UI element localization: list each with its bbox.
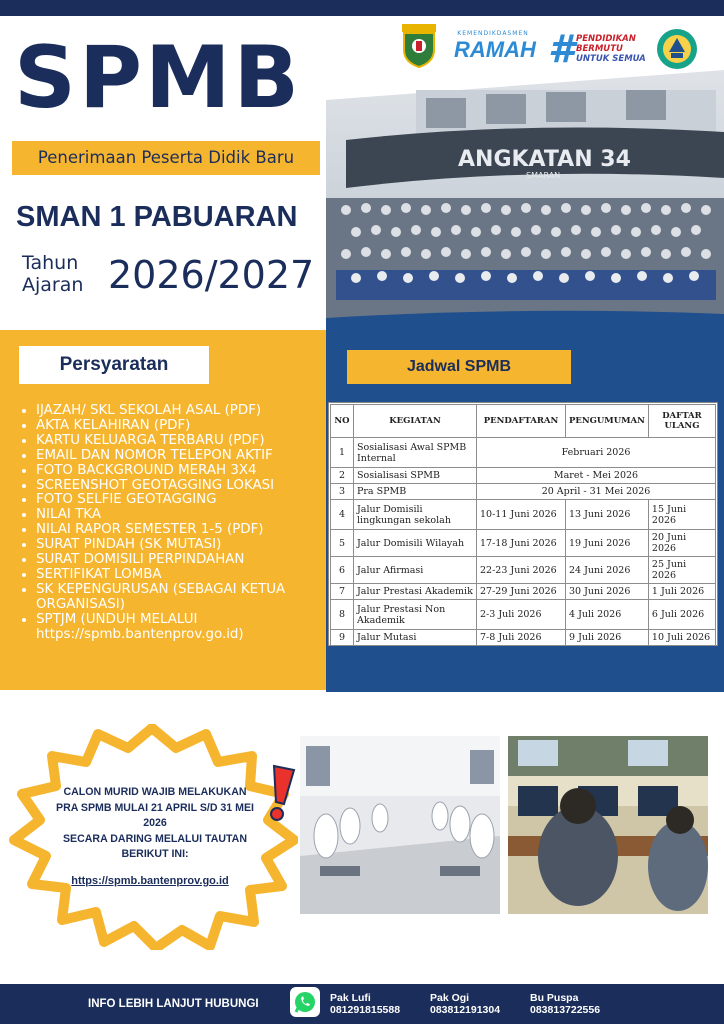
year-label	[22, 252, 102, 298]
reregistration-cell: 10 Juli 2026	[648, 630, 715, 646]
row-number: 3	[331, 484, 354, 500]
activity-cell: Jalur Domisili Wilayah	[354, 530, 477, 557]
requirement-item: • EMAIL DAN NOMOR TELEPON AKTIF	[36, 449, 336, 464]
requirement-item: • SERTIFIKAT LOMBA	[36, 568, 336, 583]
school-name: SMAN 1 PABUARAN	[16, 201, 298, 233]
notice-line: 2026	[143, 817, 167, 829]
row-number: 7	[331, 584, 354, 600]
row-number: 8	[331, 600, 354, 630]
activity-cell: Pra SPMB	[354, 484, 477, 500]
row-number: 6	[331, 557, 354, 584]
date-range-cell: Maret - Mei 2026	[477, 468, 716, 484]
row-number: 2	[331, 468, 354, 484]
academic-year: 2026/2027	[108, 253, 315, 297]
pre-registration-notice	[40, 785, 270, 885]
table-row	[331, 600, 716, 630]
reregistration-cell: 6 Juli 2026	[648, 600, 715, 630]
contact-phone[interactable]: 083813722556	[530, 1004, 601, 1016]
requirement-item: • SCREENSHOT GEOTAGGING LOKASI	[36, 479, 336, 494]
table-row	[331, 557, 716, 584]
registration-cell: 10-11 Juni 2026	[477, 500, 566, 530]
announcement-cell: 19 Juni 2026	[566, 530, 649, 557]
activity-cell: Sosialisasi Awal SPMB Internal	[354, 438, 477, 468]
requirement-item: • AKTA KELAHIRAN (PDF)	[36, 419, 336, 434]
row-number: 4	[331, 500, 354, 530]
table-row	[331, 630, 716, 646]
year-label-line1: Tahun	[22, 252, 79, 274]
spmb-portal-link[interactable]: https://spmb.bantenprov.go.id	[71, 875, 229, 887]
computer-lab-photo	[508, 736, 708, 914]
announcement-cell: 9 Juli 2026	[566, 630, 649, 646]
reregistration-cell: 20 Juni 2026	[648, 530, 715, 557]
pendidikan-line2: BERMUTU	[576, 44, 623, 54]
reregistration-cell: 15 Juni 2026	[648, 500, 715, 530]
requirement-item: • IJAZAH/ SKL SEKOLAH ASAL (PDF)	[36, 404, 336, 419]
requirement-item: • FOTO BACKGROUND MERAH 3X4	[36, 464, 336, 479]
announcement-cell: 4 Juli 2026	[566, 600, 649, 630]
contact-lufi	[330, 992, 430, 1020]
contact-name: Pak Ogi	[430, 992, 470, 1004]
announcement-cell: 30 Juni 2026	[566, 584, 649, 600]
top-bar	[0, 0, 724, 16]
table-row	[331, 584, 716, 600]
activity-cell: Jalur Prestasi Akademik	[354, 584, 477, 600]
row-number: 9	[331, 630, 354, 646]
school-logo-icon	[656, 28, 698, 70]
reregistration-cell: 1 Juli 2026	[648, 584, 715, 600]
announcement-cell: 24 Juni 2026	[566, 557, 649, 584]
requirement-item: • SPTJM (UNDUH MELALUI https://spmb.bantenprov.go.id)	[36, 613, 336, 643]
registration-cell: 2-3 Juli 2026	[477, 600, 566, 630]
year-label-line2: Ajaran	[22, 274, 84, 296]
table-row	[331, 484, 716, 500]
table-row	[331, 530, 716, 557]
column-header: NO	[331, 405, 354, 438]
row-number: 5	[331, 530, 354, 557]
page-title: SPMB	[14, 28, 303, 128]
contact-ogi	[430, 992, 530, 1020]
activity-cell: Jalur Mutasi	[354, 630, 477, 646]
table-row	[331, 468, 716, 484]
requirement-item: • SURAT DOMISILI PERPINDAHAN	[36, 553, 336, 568]
registration-cell: 17-18 Juni 2026	[477, 530, 566, 557]
requirement-item: • SURAT PINDAH (SK MUTASI)	[36, 538, 336, 553]
table-row	[331, 438, 716, 468]
registration-cell: 7-8 Juli 2026	[477, 630, 566, 646]
registration-cell: 27-29 Juni 2026	[477, 584, 566, 600]
ramah-logo-top: KEMENDIKDASMEN	[457, 30, 529, 37]
pendidikan-line3: UNTUK SEMUA	[576, 54, 646, 64]
requirements-title: Persyaratan	[19, 346, 209, 384]
contact-name: Pak Lufi	[330, 992, 371, 1004]
activity-cell: Jalur Prestasi Non Akademik	[354, 600, 477, 630]
column-header: DAFTAR ULANG	[648, 405, 715, 438]
pendidikan-line1: PENDIDIKAN	[576, 34, 636, 44]
requirement-item: • FOTO SELFIE GEOTAGGING	[36, 493, 336, 508]
banten-logo-icon	[398, 24, 440, 68]
class-group-photo	[326, 70, 724, 332]
photo-banner-text: ANGKATAN 34	[458, 147, 631, 172]
date-range-cell: 20 April - 31 Mei 2026	[477, 484, 716, 500]
requirement-item: • NILAI RAPOR SEMESTER 1-5 (PDF)	[36, 523, 336, 538]
schedule-title: Jadwal SPMB	[347, 350, 571, 384]
activity-cell: Jalur Domisili lingkungan sekolah	[354, 500, 477, 530]
requirement-item: • NILAI TKA	[36, 508, 336, 523]
contact-name: Bu Puspa	[530, 992, 579, 1004]
exclamation-icon	[264, 764, 300, 824]
photo-banner-sub: SMARAN	[526, 171, 561, 180]
column-header: KEGIATAN	[354, 405, 477, 438]
ramah-logo	[454, 30, 536, 64]
hashtag-icon: #	[548, 27, 575, 71]
table-header-row	[331, 405, 716, 438]
notice-line: PRA SPMB MULAI 21 APRIL S/D 31 MEI	[56, 801, 254, 814]
column-header: PENDAFTARAN	[477, 405, 566, 438]
schedule-table	[330, 404, 716, 646]
subtitle: Penerimaan Peserta Didik Baru	[12, 141, 320, 175]
contact-puspa	[530, 992, 630, 1020]
classroom-photo	[300, 736, 500, 914]
announcement-cell: 13 Juni 2026	[566, 500, 649, 530]
reregistration-cell: 25 Juni 2026	[648, 557, 715, 584]
activity-cell: Sosialisasi SPMB	[354, 468, 477, 484]
contact-phone[interactable]: 081291815588	[330, 1004, 401, 1016]
requirements-list	[14, 404, 336, 643]
date-range-cell: Februari 2026	[477, 438, 716, 468]
notice-line: SECARA DARING MELALUI TAUTAN	[62, 832, 247, 845]
registration-cell: 22-23 Juni 2026	[477, 557, 566, 584]
row-number: 1	[331, 438, 354, 468]
requirement-item: • SK KEPENGURUSAN (SEBAGAI KETUA ORGANISASI)	[36, 583, 336, 613]
whatsapp-icon[interactable]	[290, 987, 320, 1017]
ramah-logo-text: RAMAH	[454, 37, 536, 62]
schedule-table-container	[328, 402, 718, 646]
notice-line: CALON MURID WAJIB MELAKUKAN	[63, 786, 247, 798]
activity-cell: Jalur Afirmasi	[354, 557, 477, 584]
table-row	[331, 500, 716, 530]
footer-contact-label: INFO LEBIH LANJUT HUBUNGI	[88, 998, 259, 1010]
contact-phone[interactable]: 083812191304	[430, 1004, 501, 1016]
requirement-item: • KARTU KELUARGA TERBARU (PDF)	[36, 434, 336, 449]
pendidikan-bermutu-logo	[548, 27, 648, 71]
column-header: PENGUMUMAN	[566, 405, 649, 438]
notice-line: BERIKUT INI:	[121, 848, 189, 860]
